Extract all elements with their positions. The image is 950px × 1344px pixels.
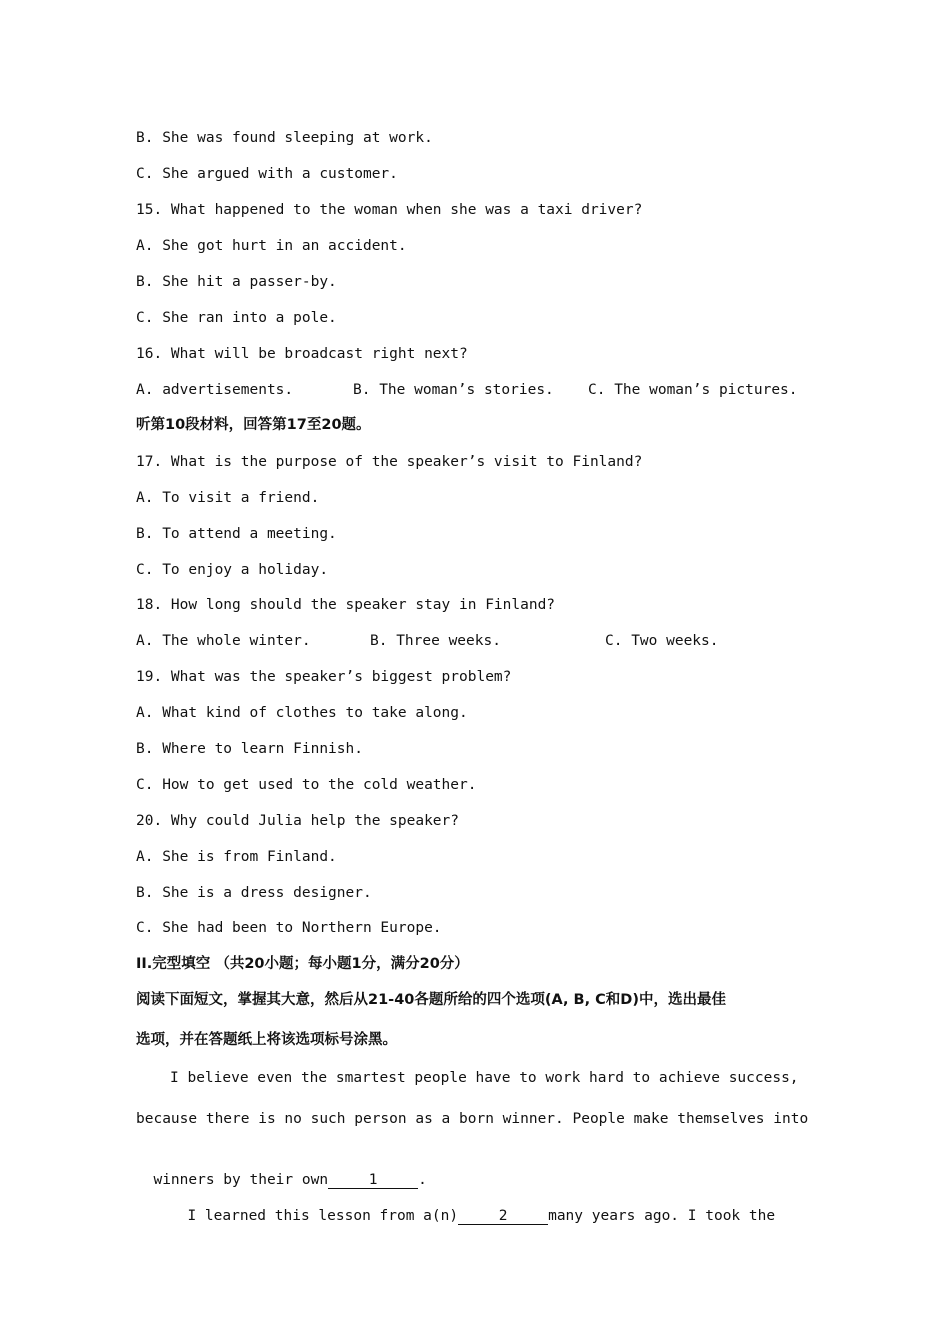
q15-option-b: B. She hit a passer-by. — [136, 274, 337, 290]
q18-option-b: B. Three weeks. — [370, 633, 501, 649]
q20-option-c: C. She had been to Northern Europe. — [136, 920, 442, 936]
part2-heading: II.完型填空 （共20小题；每小题1分，满分20分） — [136, 956, 469, 972]
q16-option-b: B. The woman’s stories. — [353, 382, 554, 398]
q15-question: 15. What happened to the woman when she was a taxi driver? — [136, 202, 643, 218]
q18-question: 18. How long should the speaker stay in Finland? — [136, 597, 556, 613]
q16-question: 16. What will be broadcast right next? — [136, 346, 468, 362]
q17-question: 17. What is the purpose of the speaker’s visit to Finland? — [136, 454, 643, 470]
q14-option-c: C. She argued with a customer. — [136, 166, 398, 182]
part2-instruction-line1: 阅读下面短文，掌握其大意，然后从21-40各题所给的四个选项(A, B, C和D)中，选出最佳 — [136, 992, 726, 1008]
q19-question: 19. What was the speaker’s biggest problem? — [136, 669, 512, 685]
passage-line3 — [136, 1150, 427, 1190]
q16-option-a: A. advertisements. — [136, 382, 294, 398]
passage-line3-suffix: . — [418, 1172, 427, 1188]
q17-option-a: A. To visit a friend. — [136, 490, 320, 506]
section10-heading: 听第10段材料，回答第17至20题。 — [136, 417, 371, 433]
q20-option-b: B. She is a dress designer. — [136, 885, 372, 901]
q19-option-a: A. What kind of clothes to take along. — [136, 705, 468, 721]
q14-option-b: B. She was found sleeping at work. — [136, 130, 433, 146]
q19-option-c: C. How to get used to the cold weather. — [136, 777, 477, 793]
q18-option-c: C. Two weeks. — [605, 633, 719, 649]
q15-option-a: A. She got hurt in an accident. — [136, 238, 407, 254]
q15-option-c: C. She ran into a pole. — [136, 310, 337, 326]
q17-option-b: B. To attend a meeting. — [136, 526, 337, 542]
q17-option-c: C. To enjoy a holiday. — [136, 562, 329, 578]
passage-line3-prefix: winners by their own — [153, 1172, 329, 1188]
passage-line4-suffix: many years ago. I took the — [548, 1208, 776, 1224]
passage-line4 — [170, 1186, 775, 1226]
blank-2: 2 — [458, 1208, 548, 1225]
q19-option-b: B. Where to learn Finnish. — [136, 741, 363, 757]
q20-question: 20. Why could Julia help the speaker? — [136, 813, 460, 829]
passage-line4-prefix: I learned this lesson from a(n) — [187, 1208, 459, 1224]
q18-option-a: A. The whole winter. — [136, 633, 311, 649]
part2-instruction-line2: 选项，并在答题纸上将该选项标号涂黑。 — [136, 1032, 397, 1048]
blank-1: 1 — [328, 1172, 418, 1189]
passage-line2: because there is no such person as a born winner. People make themselves into — [136, 1111, 809, 1127]
q16-option-c: C. The woman’s pictures. — [588, 382, 798, 398]
q20-option-a: A. She is from Finland. — [136, 849, 337, 865]
passage-line1: I believe even the smartest people have to work hard to achieve success, — [170, 1070, 799, 1086]
